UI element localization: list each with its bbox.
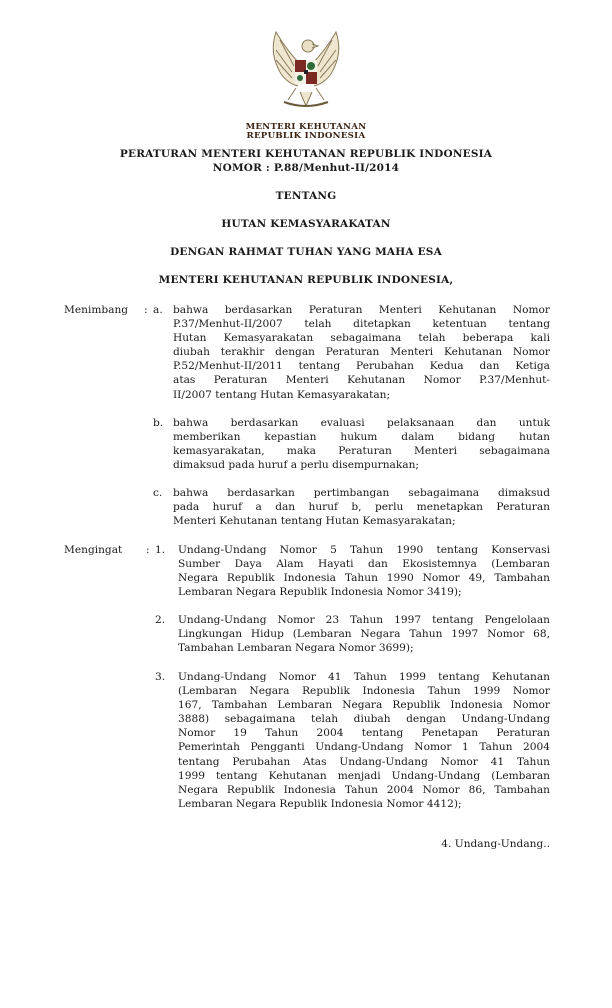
authority-heading: MENTERI KEHUTANAN REPUBLIK INDONESIA, [158,274,454,286]
menimbang-item [173,303,550,402]
menimbang-item-marker: c. [153,487,163,499]
text-line: Nomor 19 Tahun 2004 tentang Penetapan Peraturan [178,727,550,740]
regulation-number: NOMOR : P.88/Menhut-II/2014 [212,162,400,174]
text-line: Sumber Daya Alam Hayati dan Ekosistemnya (Lembaran [178,558,550,571]
text-line: bahwa berdasarkan evaluasi pelaksanaan dan untuk [173,417,550,429]
text-line: Negara Republik Indonesia Tahun 2004 Nomor 86, Tambahan [178,783,550,796]
text-line: bahwa berdasarkan pertimbangan sebagaimana dimaksud [173,487,550,499]
text-line: tentang Perubahan Atas Undang-Undang Nomor 41 Tahun [178,755,550,768]
letterhead-line1: MENTERI KEHUTANAN [245,122,367,132]
text-line: Undang-Undang Nomor 5 Tahun 1990 tentang Konservasi [178,544,550,556]
text-line: atas Peraturan Menteri Kehutanan Nomor P.37/Menhut- [173,374,550,387]
text-line: P.37/Menhut-II/2007 telah ditetapkan ketentuan tentang [173,318,550,331]
text-line: Lingkungan Hidup (Lembaran Negara Tahun 1997 Nomor 68, [178,628,550,641]
text-line: Lembaran Negara Republik Indonesia Nomor 3419); [178,586,462,599]
continuation-text: 4. Undang-Undang.. [441,838,550,850]
text-line: II/2007 tentang Hutan Kemasyarakatan; [173,388,391,401]
text-line: P.52/Menhut-II/2011 tentang Perubahan Kedua dan Ketiga [173,360,550,373]
text-line: Tambahan Lembaran Negara Nomor 3699); [178,642,414,655]
mengingat-item-marker: 3. [155,671,166,683]
text-line: 1999 tentang Kehutanan menjadi Undang-Undang (Lembaran [178,769,550,782]
subject-heading: HUTAN KEMASYARAKATAN [221,218,391,230]
text-line: (Lembaran Negara Republik Indonesia Tahun 1999 Nomor [178,685,550,698]
letterhead-line2: REPUBLIK INDONESIA [246,131,366,141]
garuda-emblem-icon [262,26,350,116]
text-line: dimaksud pada huruf a perlu disempurnakan; [173,459,419,472]
menimbang-item [173,416,550,472]
regulation-title: PERATURAN MENTERI KEHUTANAN REPUBLIK INDONESIA [119,148,493,160]
mengingat-item-marker: 1. [155,544,166,556]
mengingat-colon: : [146,544,150,556]
text-line: Hutan Kemasyarakatan sebagaimana telah beberapa kali [173,332,550,345]
mengingat-item [178,613,550,655]
text-line: memberikan kepastian hukum dalam bidang hutan [173,431,550,444]
mengingat-item [178,670,550,811]
text-line: Lembaran Negara Republik Indonesia Nomor 4412); [178,797,462,810]
menimbang-item-marker: b. [153,417,164,429]
text-line: diubah terakhir dengan Peraturan Menteri Kehutanan Nomor [173,346,550,359]
text-line: Undang-Undang Nomor 41 Tahun 1999 tentang Kehutanan [178,671,550,683]
menimbang-colon: : [144,304,148,316]
mengingat-item [178,543,550,599]
text-line: kemasyarakatan, maka Peraturan Menteri sebagaimana [173,445,550,458]
mengingat-item-marker: 2. [155,614,166,626]
menimbang-label: Menimbang [64,304,129,316]
text-line: Negara Republik Indonesia Tahun 1990 Nomor 49, Tambahan [178,572,550,585]
mengingat-label: Mengingat [64,544,123,556]
text-line: pada huruf a dan huruf b, perlu menetapkan Peraturan [173,501,550,514]
text-line: Undang-Undang Nomor 23 Tahun 1997 tentang Pengelolaan [178,614,550,626]
preamble-heading: DENGAN RAHMAT TUHAN YANG MAHA ESA [170,246,442,258]
menimbang-item-marker: a. [153,304,163,316]
text-line: Pemerintah Pengganti Undang-Undang Nomor 1 Tahun 2004 [178,741,550,754]
text-line: Menteri Kehutanan tentang Hutan Kemasyarakatan; [173,515,456,528]
text-line: bahwa berdasarkan Peraturan Menteri Kehutanan Nomor [173,304,550,316]
tentang-heading: TENTANG [275,190,337,202]
text-line: 3888) sebagaimana telah diubah dengan Undang-Undang [178,713,550,726]
menimbang-item [173,486,550,528]
text-line: 167, Tambahan Lembaran Negara Republik Indonesia Nomor [178,699,550,712]
